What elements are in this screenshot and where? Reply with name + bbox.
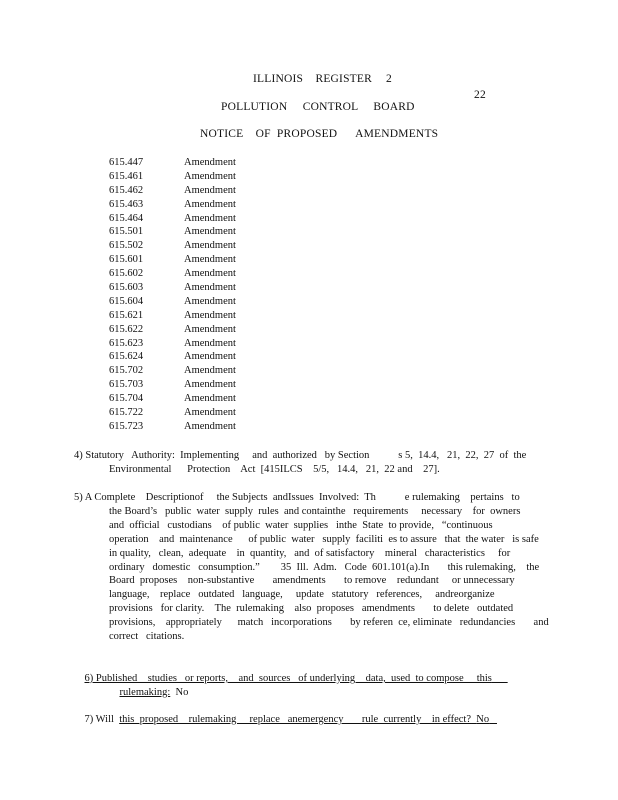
section-action: Amendment <box>184 198 236 210</box>
section-number: 615.723 <box>109 420 144 432</box>
section-action: Amendment <box>184 268 236 280</box>
section-action: Amendment <box>184 323 236 335</box>
emergency-rule-question: this proposed rulemaking replace anemergency rule currently in effect? <box>119 713 472 725</box>
statutory-authority-line-2: Environmental Protection Act [415ILCS 5/5, 14.4, 21, 22 and 27]. <box>109 464 440 475</box>
register-volume: 2 <box>386 73 392 85</box>
description-line: in quality, clean, adequate in quantity, and of satisfactory mineral characteristics for <box>109 547 511 559</box>
section-action: Amendment <box>184 420 236 432</box>
statutory-authority-line-1: 4) Statutory Authority: Implementing and authorized by Section s 5, 14.4, 21, 22, 27 of the <box>74 450 527 461</box>
section-number: 615.464 <box>109 212 144 224</box>
description-line: Board proposes non-substantive amendments to remove redundant or unnecessary <box>109 575 515 587</box>
description-line: provisions for clarity. The rulemaking also proposes amendments to delete outdated <box>109 603 514 615</box>
section-number: 615.622 <box>109 323 144 335</box>
description-line: provisions, appropriately match incorporations by referen ce, eliminate redundancies and <box>109 617 549 629</box>
section-action: Amendment <box>184 184 236 196</box>
board-name: POLLUTION CONTROL BOARD <box>221 101 415 113</box>
emergency-rule-answer: No <box>476 713 490 725</box>
published-studies-label: rulemaking: <box>119 686 171 698</box>
section-action: Amendment <box>184 254 236 266</box>
section-action: Amendment <box>184 351 236 363</box>
section-action: Amendment <box>184 379 236 391</box>
description-line: the Board’s public water supply rules and containthe requirements necessary for owners <box>109 505 521 517</box>
section-number: 615.603 <box>109 282 144 294</box>
section-action: Amendment <box>184 365 236 377</box>
section-action: Amendment <box>184 226 236 238</box>
section-action: Amendment <box>184 295 236 307</box>
section-number: 615.501 <box>109 226 144 238</box>
section-action: Amendment <box>184 282 236 294</box>
description-line: 5) A Complete Descriptionof the Subjects andIssues Involved: Th e rulemaking pertains to <box>74 492 520 503</box>
published-studies-answer: No <box>175 686 189 698</box>
notice-title: NOTICE OF PROPOSED AMENDMENTS <box>200 128 439 140</box>
section-number: 615.702 <box>109 365 144 377</box>
section-number: 615.623 <box>109 337 144 349</box>
description-line: operation and maintenance of public water supply faciliti es to assure that the water is safe <box>109 533 539 545</box>
section-number: 615.502 <box>109 240 144 252</box>
section-number: 615.601 <box>109 254 144 266</box>
section-number: 615.463 <box>109 198 144 210</box>
section-action: Amendment <box>184 393 236 405</box>
section-number: 615.722 <box>109 407 144 419</box>
section-action: Amendment <box>184 407 236 419</box>
register-title: ILLINOIS REGISTER <box>253 73 372 85</box>
section-action: Amendment <box>184 157 236 168</box>
section-action: Amendment <box>184 240 236 252</box>
description-line: correct citations. <box>109 631 185 642</box>
emergency-rule-prefix: 7) Will <box>84 713 114 725</box>
section-number: 615.461 <box>109 170 144 182</box>
description-line: ordinary domestic consumption.” 35 Ill. Adm. Code 601.101(a).In this rulemaking, the <box>109 561 540 573</box>
register-issue: 22 <box>474 89 486 101</box>
section-number: 615.602 <box>109 268 144 280</box>
section-number: 615.621 <box>109 309 144 321</box>
section-action: Amendment <box>184 337 236 349</box>
section-action: Amendment <box>184 170 236 182</box>
published-studies-line-1: 6) Published studies or reports, and sources of underlying data, used to compose this <box>84 672 492 684</box>
description-line: and official custodians of public water supplies inthe State to provide, “continuous <box>109 519 493 531</box>
section-action: Amendment <box>184 212 236 224</box>
section-number: 615.624 <box>109 351 144 363</box>
section-number: 615.703 <box>109 379 144 391</box>
description-line: language, replace outdated language, update statutory references, andreorganize <box>109 589 495 601</box>
section-number: 615.462 <box>109 184 144 196</box>
section-number: 615.704 <box>109 393 144 405</box>
section-action: Amendment <box>184 309 236 321</box>
section-number: 615.604 <box>109 295 144 307</box>
section-number: 615.447 <box>109 157 144 168</box>
